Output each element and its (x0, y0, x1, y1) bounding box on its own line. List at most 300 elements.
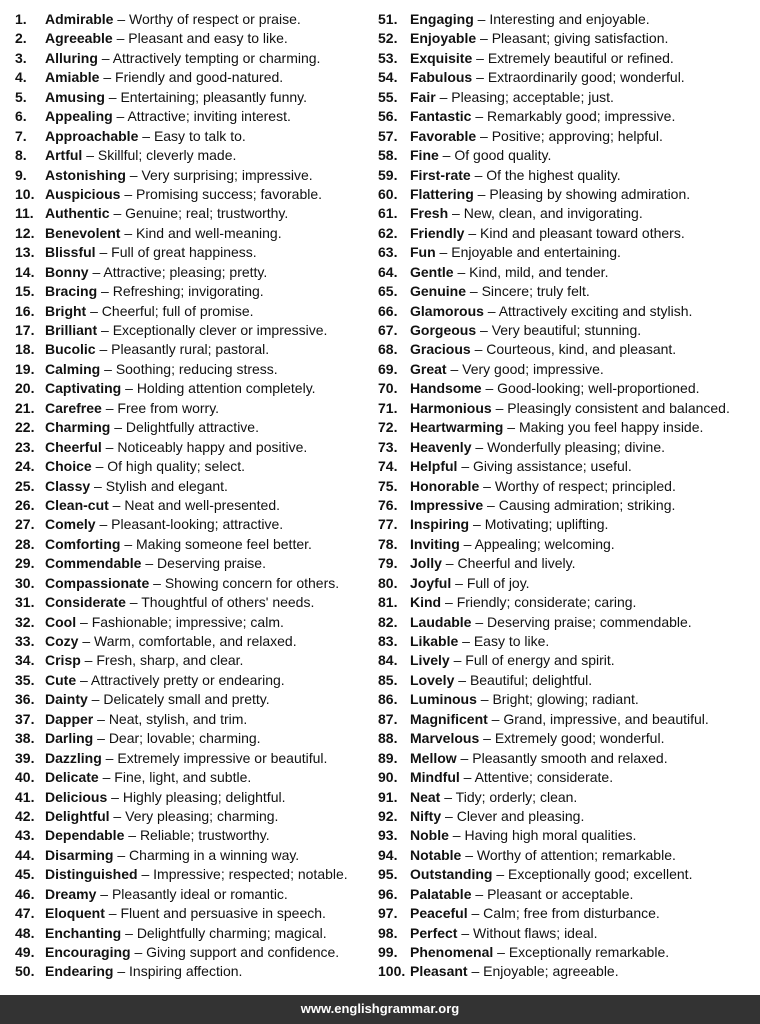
item-definition: Pleasant-looking; attractive. (111, 516, 284, 533)
list-item (378, 146, 730, 165)
item-term: Neat (410, 788, 441, 805)
item-term: Lively (410, 652, 450, 669)
list-item (15, 321, 348, 340)
item-separator: – (476, 691, 493, 708)
item-separator: – (464, 224, 481, 241)
list-item (15, 224, 348, 243)
item-number: 6. (15, 108, 27, 125)
list-item (378, 107, 730, 126)
item-separator: – (476, 30, 492, 47)
item-definition: Extraordinarily good; wonderful. (487, 69, 685, 86)
list-item (378, 846, 730, 865)
item-separator: – (93, 730, 109, 747)
item-separator: – (438, 147, 455, 164)
item-definition: Pleasing; acceptable; just. (451, 88, 614, 105)
item-definition: New, clean, and invigorating. (463, 205, 643, 222)
item-separator: – (113, 846, 130, 863)
item-term: Charming (45, 419, 111, 436)
item-term: Glamorous (410, 302, 484, 319)
item-definition: Genuine; real; trustworthy. (125, 205, 289, 222)
item-term: Friendly (410, 224, 465, 241)
list-item (378, 924, 730, 943)
item-separator: – (100, 360, 116, 377)
item-term: Cozy (45, 633, 79, 649)
item-term: Choice (45, 458, 92, 475)
list-item (15, 943, 348, 962)
item-definition: Exceptionally clever or impressive. (112, 322, 328, 338)
item-definition: Full of energy and spirit. (465, 652, 615, 669)
list-item (15, 826, 348, 845)
item-number: 60. (378, 185, 398, 202)
item-number: 89. (378, 749, 398, 766)
item-number: 1. (15, 11, 27, 27)
item-definition: Attractively exciting and stylish. (498, 302, 693, 319)
item-term: Exquisite (410, 49, 473, 66)
list-item (15, 962, 348, 981)
word-list-right (378, 10, 730, 982)
item-term: Gracious (410, 341, 471, 358)
item-term: Gentle (410, 263, 454, 280)
item-definition: Attentive; considerate. (474, 769, 614, 786)
item-definition: Delightfully charming; magical. (136, 924, 327, 941)
item-number: 7. (15, 127, 27, 144)
list-item (15, 418, 348, 437)
item-separator: – (138, 127, 154, 144)
item-separator: – (80, 652, 97, 669)
item-term: Perfect (410, 924, 458, 941)
item-number: 33. (15, 633, 35, 649)
item-separator: – (467, 963, 484, 980)
item-separator: – (440, 788, 456, 805)
item-number: 2. (15, 30, 27, 47)
item-separator: – (91, 458, 108, 475)
item-term: Heartwarming (410, 419, 504, 436)
item-number: 13. (15, 244, 35, 261)
list-item (15, 243, 348, 262)
item-definition: Stylish and elegant. (105, 477, 228, 494)
item-number: 14. (15, 263, 35, 280)
list-item (15, 632, 348, 651)
list-item (15, 515, 348, 534)
item-definition: Noticeably happy and positive. (117, 438, 308, 455)
item-separator: – (101, 438, 118, 455)
item-number: 88. (378, 730, 398, 747)
item-separator: – (492, 866, 509, 883)
item-term: Great (410, 360, 447, 377)
item-number: 43. (15, 827, 35, 844)
item-definition: Showing concern for others. (164, 574, 340, 591)
item-separator: – (96, 885, 112, 902)
item-term: Heavenly (410, 438, 472, 455)
list-item (15, 166, 348, 185)
item-term: Darling (45, 730, 94, 747)
item-definition: Deserving praise; commendable. (487, 613, 692, 630)
item-number: 94. (378, 846, 398, 863)
item-definition: Delicately small and pretty. (103, 691, 270, 708)
list-item (378, 962, 730, 981)
item-term: Appealing (45, 108, 113, 125)
item-definition: Without flaws; ideal. (473, 924, 598, 941)
item-number: 4. (15, 69, 27, 86)
item-separator: – (471, 108, 488, 125)
item-definition: Positive; approving; helpful. (491, 127, 663, 144)
item-number: 30. (15, 574, 35, 591)
item-definition: Tidy; orderly; clean. (455, 788, 578, 805)
list-item (15, 924, 348, 943)
item-number: 95. (378, 866, 398, 883)
item-number: 67. (378, 322, 398, 338)
item-definition: Courteous, kind, and pleasant. (486, 341, 677, 358)
item-number: 96. (378, 885, 398, 902)
item-term: Comely (45, 516, 96, 533)
item-definition: Entertaining; pleasantly funny. (120, 88, 307, 105)
item-separator: – (121, 924, 137, 941)
list-item (378, 710, 730, 729)
list-item (378, 613, 730, 632)
list-item (378, 826, 730, 845)
item-separator: – (93, 710, 109, 727)
list-item (15, 593, 348, 612)
item-number: 18. (15, 341, 35, 358)
item-term: Bright (45, 302, 87, 319)
item-definition: Having high moral qualities. (464, 827, 637, 844)
list-item (15, 399, 348, 418)
list-item (15, 788, 348, 807)
item-number: 25. (15, 477, 35, 494)
item-separator: – (98, 769, 115, 786)
item-term: Dazzling (45, 749, 102, 766)
item-number: 54. (378, 69, 398, 86)
list-item (378, 340, 730, 359)
item-definition: Of the highest quality. (486, 166, 621, 183)
item-number: 69. (378, 360, 398, 377)
item-term: Dreamy (45, 885, 97, 902)
item-term: Likable (410, 633, 459, 649)
item-term: Artful (45, 147, 83, 164)
item-separator: – (487, 710, 504, 727)
item-definition: Pleasantly smooth and relaxed. (472, 749, 668, 766)
list-item (378, 360, 730, 379)
item-number: 45. (15, 866, 35, 883)
item-separator: – (124, 827, 140, 844)
item-term: Astonishing (45, 166, 126, 183)
item-term: Marvelous (410, 730, 480, 747)
item-separator: – (435, 88, 452, 105)
item-term: Carefree (45, 399, 102, 416)
item-term: Authentic (45, 205, 110, 222)
item-number: 48. (15, 924, 35, 941)
list-item (378, 574, 730, 593)
item-separator: – (109, 205, 126, 222)
item-number: 82. (378, 613, 398, 630)
item-number: 79. (378, 555, 398, 572)
item-separator: – (441, 555, 458, 572)
item-number: 24. (15, 458, 35, 475)
item-number: 52. (378, 30, 398, 47)
list-item (378, 671, 730, 690)
item-number: 66. (378, 302, 398, 319)
item-number: 99. (378, 944, 398, 960)
item-number: 100. (378, 963, 406, 980)
item-number: 56. (378, 108, 398, 125)
item-definition: Full of joy. (466, 574, 530, 591)
list-item (378, 10, 730, 29)
item-definition: Inspiring affection. (129, 963, 243, 980)
item-number: 85. (378, 671, 398, 688)
item-term: Luminous (410, 691, 477, 708)
item-separator: – (457, 924, 474, 941)
item-number: 28. (15, 535, 35, 552)
list-item (15, 204, 348, 223)
item-definition: Pleasantly rural; pastoral. (111, 341, 270, 358)
item-number: 98. (378, 924, 398, 941)
item-definition: Sincere; truly felt. (481, 283, 590, 300)
item-definition: Warm, comfortable, and relaxed. (94, 633, 297, 649)
list-item (378, 477, 730, 496)
item-definition: Appealing; welcoming. (474, 535, 615, 552)
item-number: 34. (15, 652, 35, 669)
item-definition: Clever and pleasing. (456, 807, 585, 824)
item-term: Endearing (45, 963, 114, 980)
list-item (15, 107, 348, 126)
footer-website: www.englishgrammar.org (0, 995, 760, 1024)
item-number: 61. (378, 205, 398, 222)
list-item (378, 321, 730, 340)
item-separator: – (120, 185, 137, 202)
item-number: 9. (15, 166, 27, 183)
item-separator: – (479, 730, 495, 747)
item-separator: – (76, 613, 92, 630)
item-number: 47. (15, 905, 35, 922)
item-definition: Causing admiration; striking. (498, 496, 676, 513)
item-term: Phenomenal (410, 944, 494, 960)
item-term: Captivating (45, 380, 122, 397)
list-item (378, 749, 730, 768)
item-number: 65. (378, 283, 398, 300)
item-term: Bucolic (45, 341, 96, 358)
item-separator: – (483, 496, 499, 513)
item-term: Considerate (45, 594, 126, 611)
item-number: 80. (378, 574, 398, 591)
item-definition: Kind and well-meaning. (136, 224, 282, 241)
item-term: Gorgeous (410, 322, 477, 338)
item-term: Eloquent (45, 905, 105, 922)
item-term: Notable (410, 846, 462, 863)
list-item (378, 729, 730, 748)
item-definition: Fresh, sharp, and clear. (96, 652, 244, 669)
item-term: Delicious (45, 788, 108, 805)
list-item (15, 710, 348, 729)
item-number: 10. (15, 185, 35, 202)
list-item (15, 10, 348, 29)
item-number: 12. (15, 224, 35, 241)
item-separator: – (110, 419, 126, 436)
item-definition: Soothing; reducing stress. (115, 360, 278, 377)
item-separator: – (466, 283, 482, 300)
list-item (15, 127, 348, 146)
item-term: Auspicious (45, 185, 121, 202)
item-number: 78. (378, 535, 398, 552)
list-item (378, 807, 730, 826)
item-separator: – (95, 516, 112, 533)
list-item (15, 49, 348, 68)
list-item (15, 671, 348, 690)
item-term: Benevolent (45, 224, 121, 241)
item-term: Fantastic (410, 108, 472, 125)
item-separator: – (472, 49, 488, 66)
item-definition: Deserving praise. (157, 555, 266, 572)
item-separator: – (112, 108, 128, 125)
item-separator: – (467, 905, 484, 922)
item-number: 5. (15, 88, 27, 105)
item-separator: – (95, 341, 112, 358)
item-number: 40. (15, 769, 35, 786)
item-separator: – (113, 11, 130, 27)
item-definition: Pleasant; giving satisfaction. (491, 30, 669, 47)
item-term: Impressive (410, 496, 484, 513)
list-item (15, 185, 348, 204)
item-separator: – (113, 963, 130, 980)
item-definition: Attractively tempting or charming. (112, 49, 321, 66)
item-term: Favorable (410, 127, 477, 144)
item-definition: Skillful; cleverly made. (97, 147, 237, 164)
list-item (378, 690, 730, 709)
item-separator: – (130, 944, 147, 960)
item-separator: – (435, 244, 452, 261)
item-term: Clean-cut (45, 496, 109, 513)
list-item (15, 846, 348, 865)
item-term: Disarming (45, 846, 114, 863)
item-definition: Promising success; favorable. (136, 185, 323, 202)
item-number: 87. (378, 710, 398, 727)
item-definition: Giving assistance; useful. (473, 458, 632, 475)
item-number: 20. (15, 380, 35, 397)
item-number: 35. (15, 671, 35, 688)
item-term: Classy (45, 477, 91, 494)
item-definition: Friendly; considerate; caring. (456, 594, 637, 611)
item-definition: Making you feel happy inside. (518, 419, 704, 436)
item-term: Cute (45, 671, 77, 688)
item-separator: – (473, 185, 490, 202)
item-separator: – (101, 749, 118, 766)
item-separator: – (476, 127, 492, 144)
item-definition: Worthy of attention; remarkable. (476, 846, 676, 863)
list-item (15, 904, 348, 923)
list-item (15, 651, 348, 670)
item-separator: – (441, 594, 457, 611)
item-definition: Making someone feel better. (136, 535, 312, 552)
item-definition: Exceptionally good; excellent. (508, 866, 693, 883)
list-item (378, 379, 730, 398)
list-item (15, 749, 348, 768)
list-item (378, 68, 730, 87)
item-separator: – (108, 496, 125, 513)
word-list-left (15, 10, 348, 982)
list-item (378, 904, 730, 923)
item-definition: Reliable; trustworthy. (139, 827, 270, 844)
list-item (378, 515, 730, 534)
item-number: 50. (15, 963, 35, 980)
item-term: Genuine (410, 283, 467, 300)
item-definition: Refreshing; invigorating. (112, 283, 264, 300)
item-separator: – (97, 322, 113, 338)
item-term: Mindful (410, 769, 460, 786)
item-number: 92. (378, 807, 398, 824)
item-term: Crisp (45, 652, 81, 669)
item-separator: – (454, 671, 470, 688)
item-number: 8. (15, 147, 27, 164)
item-separator: – (483, 302, 499, 319)
item-number: 83. (378, 633, 398, 649)
item-separator: – (76, 671, 91, 688)
item-term: Dainty (45, 691, 88, 708)
item-term: Harmonious (410, 399, 492, 416)
item-separator: – (120, 535, 137, 552)
list-item (15, 554, 348, 573)
item-number: 46. (15, 885, 35, 902)
item-number: 62. (378, 224, 398, 241)
list-item (378, 554, 730, 573)
item-term: Brilliant (45, 322, 98, 338)
item-definition: Of high quality; select. (107, 458, 246, 475)
item-definition: Worthy of respect; principled. (494, 477, 676, 494)
list-item (15, 302, 348, 321)
item-definition: Bright; glowing; radiant. (492, 691, 639, 708)
item-separator: – (86, 302, 102, 319)
item-definition: Attractive; pleasing; pretty. (103, 263, 268, 280)
item-separator: – (448, 205, 464, 222)
item-term: Inviting (410, 535, 460, 552)
item-definition: Extremely beautiful or refined. (487, 49, 674, 66)
item-definition: Enjoyable; agreeable. (483, 963, 619, 980)
item-term: Honorable (410, 477, 480, 494)
list-item (378, 204, 730, 223)
item-separator: – (491, 399, 508, 416)
item-separator: – (87, 691, 104, 708)
item-definition: Fluent and persuasive in speech. (120, 905, 326, 922)
item-definition: Dear; lovable; charming. (108, 730, 261, 747)
item-definition: Pleasant or acceptable. (487, 885, 634, 902)
item-term: Commendable (45, 555, 142, 572)
item-term: First-rate (410, 166, 471, 183)
item-definition: Delightfully attractive. (125, 419, 259, 436)
item-term: Pleasant (410, 963, 468, 980)
item-term: Inspiring (410, 516, 470, 533)
list-item (15, 438, 348, 457)
item-definition: Impressive; respected; notable. (153, 866, 348, 883)
item-definition: Kind and pleasant toward others. (480, 224, 685, 241)
item-term: Dependable (45, 827, 125, 844)
item-number: 27. (15, 516, 35, 533)
item-term: Calming (45, 360, 101, 377)
item-definition: Exceptionally remarkable. (508, 944, 670, 960)
list-item (378, 768, 730, 787)
item-definition: Very good; impressive. (462, 360, 604, 377)
list-item (378, 29, 730, 48)
item-number: 91. (378, 788, 398, 805)
item-term: Lovely (410, 671, 455, 688)
item-definition: Neat, stylish, and trim. (108, 710, 248, 727)
item-number: 93. (378, 827, 398, 844)
list-item (15, 535, 348, 554)
item-term: Alluring (45, 49, 98, 66)
item-term: Amusing (45, 88, 105, 105)
item-definition: Calm; free from disturbance. (483, 905, 660, 922)
list-item (15, 807, 348, 826)
item-number: 90. (378, 769, 398, 786)
item-number: 17. (15, 322, 35, 338)
item-term: Palatable (410, 885, 472, 902)
